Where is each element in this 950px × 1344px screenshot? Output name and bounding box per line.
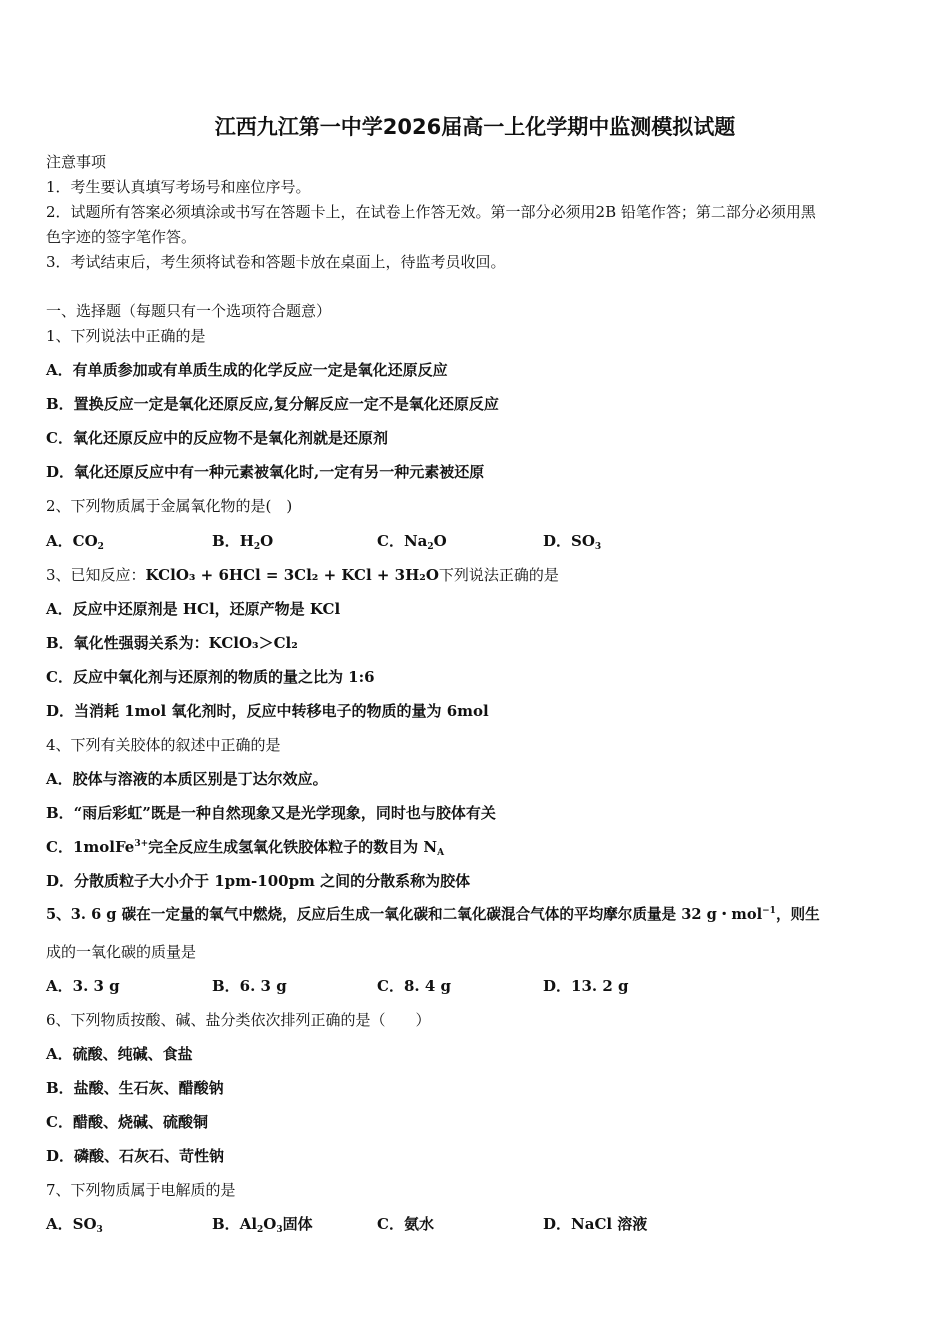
notice-item-2: 2．试题所有答案必须填涂或书写在答题卡上，在试卷上作答无效。第一部分必须用2B 铅笔作答；第二部分必须用黑 xyxy=(46,203,816,221)
q5-option-d: D．13. 2 g xyxy=(543,977,629,995)
notice-item-1: 1．考生要认真填写考场号和座位序号。 xyxy=(46,178,311,196)
q1-option-b: B．置换反应一定是氧化还原反应,复分解反应一定不是氧化还原反应 xyxy=(46,395,499,413)
q6-option-c: C．醋酸、烧碱、硫酸铜 xyxy=(46,1113,208,1131)
q2-option-b: B．$H_2O$ xyxy=(212,532,274,552)
q6-option-a: A．硫酸、纯碱、食盐 xyxy=(46,1045,193,1063)
q7-option-c: C．氨水 xyxy=(377,1215,434,1233)
page-title: 江西九江第一中学2026届高一上化学期中监测模拟试题 xyxy=(214,115,736,139)
q4-stem: 4、下列有关胶体的叙述中正确的是 xyxy=(46,736,281,754)
q5-option-c: C．8. 4 g xyxy=(377,977,451,995)
q6-stem: 6、下列物质按酸、碱、盐分类依次排列正确的是（ ） xyxy=(46,1011,431,1029)
section-heading: 一、选择题（每题只有一个选项符合题意） xyxy=(46,302,332,320)
q6-option-b: B．盐酸、生石灰、醋酸钠 xyxy=(46,1079,224,1097)
q2-stem: 2、下列物质属于金属氧化物的是( ) xyxy=(46,497,293,515)
q5-option-a: A．3. 3 g xyxy=(46,977,120,995)
q2-option-c: C．$Na_2O$ xyxy=(377,532,447,552)
q7-stem: 7、下列物质属于电解质的是 xyxy=(46,1181,236,1199)
q5-stem-line-1: 5、3. 6 g 碳在一定量的氧气中燃烧，反应后生成一氧化碳和二氧化碳混合气体的平均摩尔质量是 32 g・mol$^{-1}$，则生 xyxy=(46,906,820,923)
q5-option-b: B．6. 3 g xyxy=(212,977,287,995)
q5-stem-line-2: 成的一氧化碳的质量是 xyxy=(46,943,197,961)
q7-option-d: D．NaCl 溶液 xyxy=(543,1215,648,1233)
q1-option-a: A．有单质参加或有单质生成的化学反应一定是氧化还原反应 xyxy=(46,361,448,379)
q1-option-c: C．氧化还原反应中的反应物不是氧化剂就是还原剂 xyxy=(46,429,388,447)
q3-stem: 3、已知反应：KClO₃ + 6HCl = 3Cl₂ + KCl + 3H₂O下列说法正确的是 xyxy=(46,566,559,584)
q7-option-b: B．$Al_2O_3$固体 xyxy=(212,1215,313,1235)
q4-option-a: A．胶体与溶液的本质区别是丁达尔效应。 xyxy=(46,770,328,788)
q3-option-d: D．当消耗 1mol 氧化剂时，反应中转移电子的物质的量为 6mol xyxy=(46,702,489,720)
q7-option-a: A．$SO_3$ xyxy=(46,1215,103,1235)
q3-option-b: B．氧化性强弱关系为：KClO₃＞Cl₂ xyxy=(46,634,298,652)
q4-option-b: B．“雨后彩虹”既是一种自然现象又是光学现象，同时也与胶体有关 xyxy=(46,804,496,822)
notice-heading: 注意事项 xyxy=(46,153,107,171)
q6-option-d: D．磷酸、石灰石、苛性钠 xyxy=(46,1147,225,1165)
q3-option-a: A．反应中还原剂是 HCl，还原产物是 KCl xyxy=(46,600,341,618)
q1-option-d: D．氧化还原反应中有一种元素被氧化时,一定有另一种元素被还原 xyxy=(46,463,485,481)
q3-option-c: C．反应中氧化剂与还原剂的物质的量之比为 1:6 xyxy=(46,668,375,686)
q1-stem: 1、下列说法中正确的是 xyxy=(46,327,206,345)
notice-item-2-cont: 色字迹的签字笔作答。 xyxy=(46,228,197,246)
q2-option-d: D．$SO_3$ xyxy=(543,532,602,552)
q4-option-c: C．1molFe$^{3+}$完全反应生成氢氧化铁胶体粒子的数目为 $N_A$ xyxy=(46,838,445,858)
notice-item-3: 3．考试结束后，考生须将试卷和答题卡放在桌面上，待监考员收回。 xyxy=(46,253,506,271)
q2-option-a: A．$CO_2$ xyxy=(46,532,104,552)
q4-option-d: D．分散质粒子大小介于 1pm-100pm 之间的分散系称为胶体 xyxy=(46,872,471,890)
